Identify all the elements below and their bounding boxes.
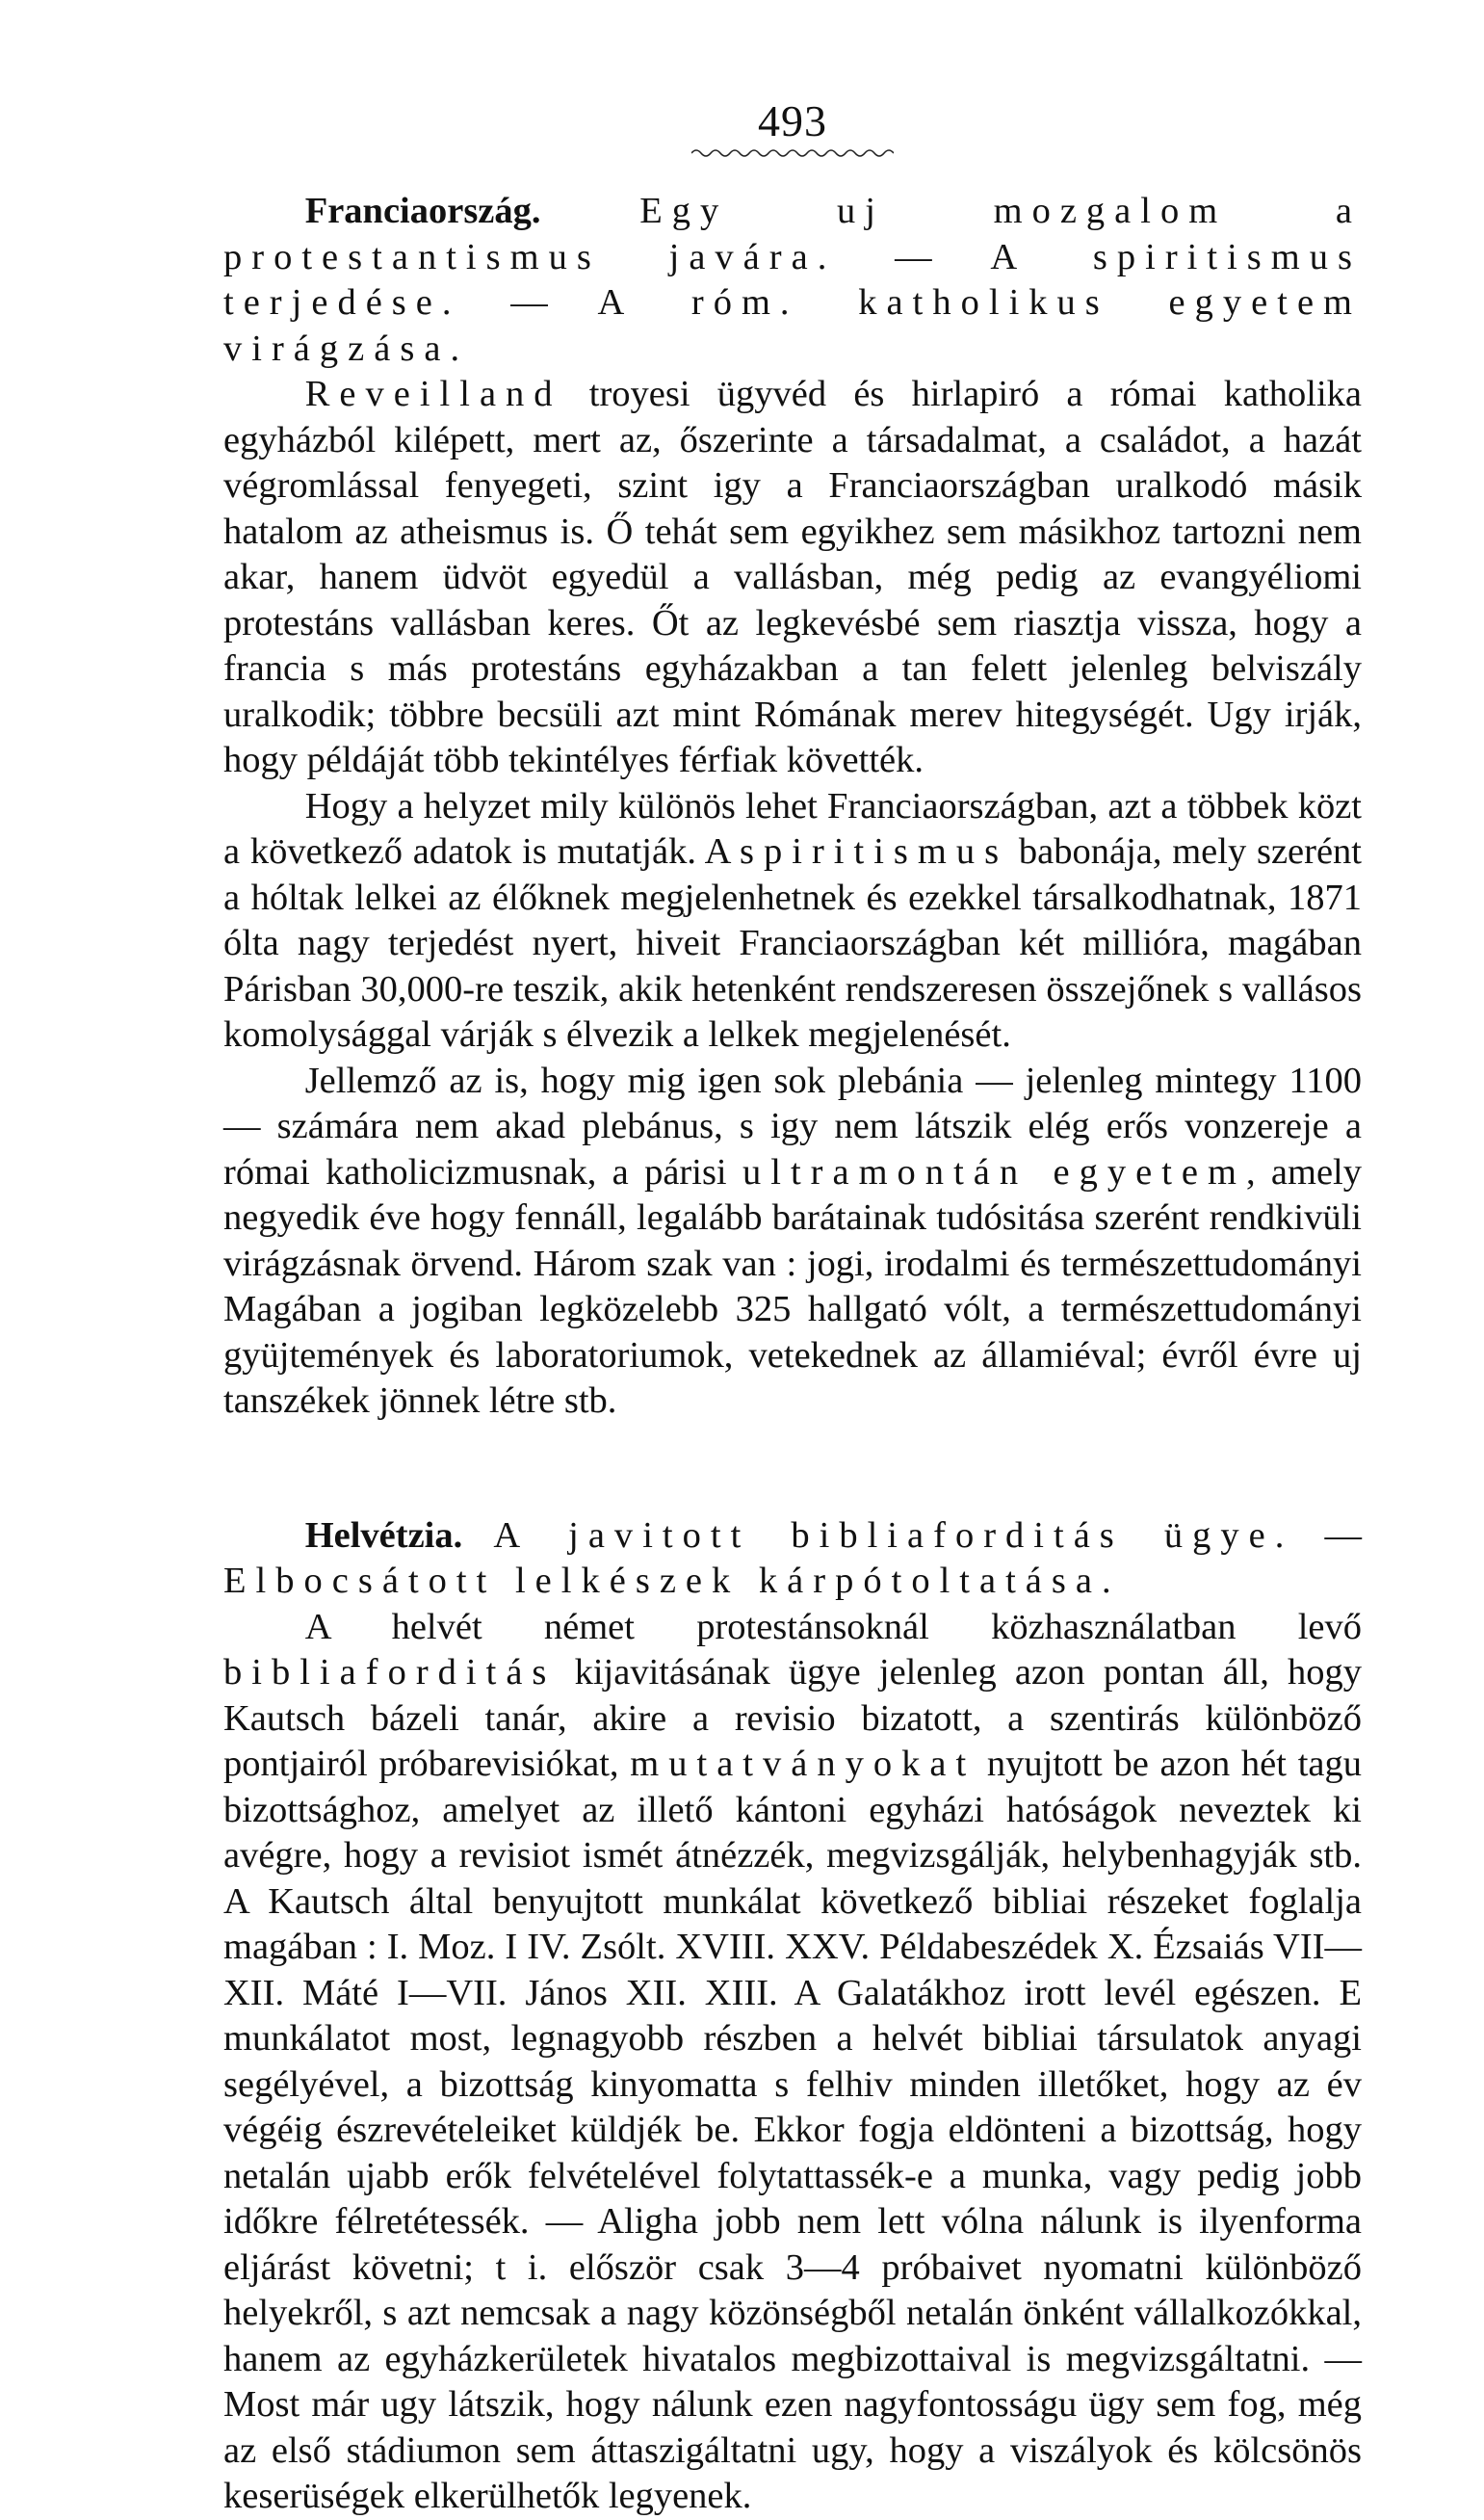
- paragraph-text: Jellemző az is, hogy mig igen sok plebánia — jelenleg mintegy 1100 — számára nem akad plebánus, s igy nem látszik elég erős vonzereje a római katholicizmusnak, a párisi: [223, 1060, 1362, 1193]
- headline-topic-1: A javitott bibliaforditás ügye.: [493, 1514, 1294, 1556]
- page: [223, 96, 1362, 2520]
- section-headline: [223, 1513, 1362, 1605]
- paragraph-text: nyujtott be azon hét tagu bizottsághoz, amelyet az illető kántoni egyházi hatóságok neveztek ki avégre, hogy a revisiot ismét átnézzék, megvizsgálják, helybenhagyják stb. A Kautsch által benyujtott munkálat következő bibliai részeket foglalja magában : I. Moz. I IV. Zsólt. XVIII. XXV. Példabeszédek X. Ézsaiás VII—XII. Máté I—VII. János XII. XIII. A Galatákhoz irott levél egészen. E munkálatot most, legnagyobb részben a helvét bibliai társulatok anyagi segélyével, a bizottság kinyomatta s felhiv minden illetőket, hogy az év végéig észrevételeiket küldjék be. Ekkor fogja eldönteni a bizottság, hogy netalán ujabb erők felvételével folytattassék-e a munka, vagy pedig jobb időkre félretétessék. — Aligha jobb nem lett vólna nálunk is ilyenforma eljárást követni; t i. először csak 3—4 próbaivet nyomatni különböző helyekről, s azt nemcsak a nagy közönségből netalán önként vállalkozókkal, hanem az egyházkerületek hivatalos megbizottaival is megvizsgáltatni. — Most már ugy látszik, hogy nálunk ezen nagyfontosságu ügy sem fog, még az első stádiumon sem áttaszigáltatni ugy, hogy a viszályok és kölcsönös keserüségek elkerülhetők legyenek.: [223, 1744, 1362, 2516]
- section-gap: [223, 1425, 1362, 1513]
- page-number: 493: [758, 96, 827, 145]
- paragraph: [223, 784, 1362, 1059]
- spaced-term: mutatványokat: [630, 1744, 976, 1784]
- headline-topic-2: A spiritismus terjedése.: [223, 236, 1362, 323]
- paragraph-text: kijavitásának ügye jelenleg azon pontan áll, hogy Kautsch bázeli tanár, akire a revisio bizatott, a szentirás különböző pontjairól próbarevisiókat,: [223, 1652, 1362, 1784]
- spaced-name: Reveilland: [304, 374, 562, 414]
- spaced-term: spiritismus: [740, 831, 1009, 872]
- section-franciaorszag: [223, 189, 1362, 1425]
- paragraph: [223, 1059, 1362, 1425]
- section-headline: [223, 189, 1362, 372]
- section-helvetzia: [223, 1513, 1362, 2520]
- spaced-term: ultramontán egyetem: [742, 1151, 1246, 1193]
- paragraph-text: babonája, mely szerént a hóltak lelkei az élőknek megjelenhetnek és ezekkel társalkodhatnak, 1871 ólta nagy terjedést nyert, hiveit Franciaországban két millióra, magában Párisban 30,000-re teszik, akik hetenként rendszeresen összejőnek s vallásos komolysággal várják s élvezik a lelkek megjelenését.: [223, 831, 1362, 1055]
- headline-topic-1: Egy uj mozgalom a protestantismus javára.: [223, 191, 1362, 277]
- headline-topic-3: A róm. katholikus egyetem virágzása.: [223, 282, 1363, 369]
- page-header: [223, 96, 1362, 160]
- ornament-wave-icon: [691, 146, 894, 160]
- paragraph-text: troyesi ügyvéd és hirlapiró a római katholika egyházból kilépett, mert az, őszerinte a társadalmat, a családot, a hazát végromlással fenyegeti, szint igy a Franciaországban uralkodó másik hatalom az atheismus is. Ő tehát sem egyikhez sem másikhoz tartozni nem akar, hanem üdvöt egyedül a vallásban, még pedig az evangyéliomi protestáns vallásban keres. Őt az legkevésbé sem riasztja vissza, hogy a francia s más protestáns egyházakban a tan felett jelenleg belviszály uralkodik; többre becsüli azt mint Rómának merev hitegységét. Ugy irják, hogy példáját több tekintélyes férfiak követték.: [223, 374, 1362, 780]
- paragraph-text: , amely negyedik éve hogy fennáll, legalább barátainak tudósitása szerént rendkivüli virágzásnak örvend. Három szak van : jogi, irodalmi és természettudományi Magában a jogiban legközelebb 325 hallgató vólt, a természettudományi gyüjtemények és laboratoriumok, vetekednek az államiéval; évről évre uj tanszékek jönnek létre stb.: [223, 1151, 1363, 1421]
- country-heading: Franciaország.: [304, 191, 541, 231]
- spaced-term: bibliaforditás: [223, 1652, 557, 1693]
- headline-dash: —: [1293, 1514, 1363, 1556]
- paragraph-text: Hogy a helyzet mily különös lehet Franciaországban, azt a többek közt a következő adatok is mutatják. A: [223, 785, 1362, 872]
- country-heading: Helvétzia.: [304, 1514, 463, 1556]
- paragraph: [223, 372, 1362, 784]
- headline-dash: —: [460, 282, 598, 323]
- headline-dash: —: [836, 236, 991, 277]
- paragraph: [223, 1605, 1362, 2520]
- paragraph-text: A helvét német protestánsoknál közhasználatban levő: [304, 1606, 1362, 1647]
- headline-topic-2: Elbocsátott lelkészek kárpótoltatása.: [223, 1561, 1121, 1601]
